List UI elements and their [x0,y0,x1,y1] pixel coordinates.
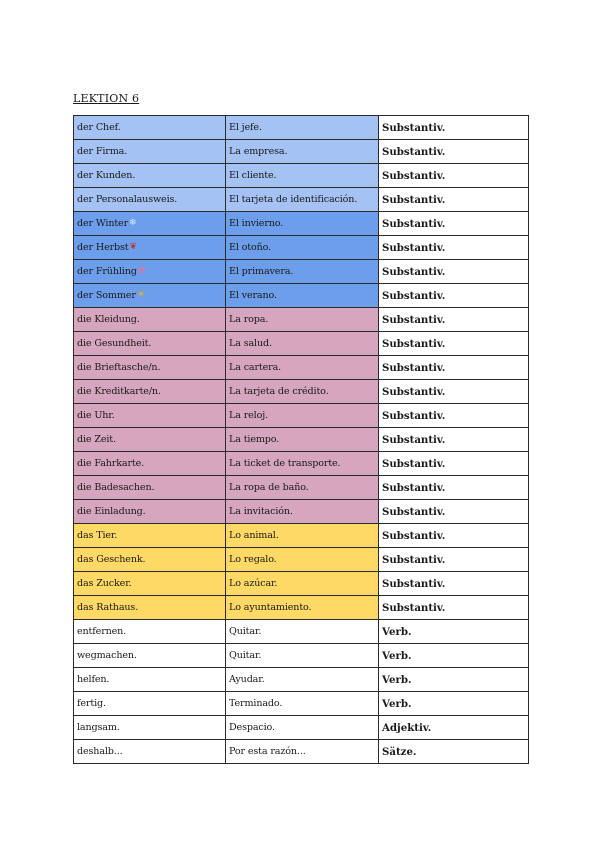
word-type: Verb. [382,673,412,686]
word-type: Substantiv. [382,601,446,614]
table-row [74,428,529,452]
german-word-cell [74,188,226,212]
table-row [74,236,529,260]
table-row [74,260,529,284]
word-type: Substantiv. [382,505,446,518]
word-type-cell [379,716,529,740]
word-type-cell [379,500,529,524]
vocabulary-table [73,115,529,764]
spanish-translation: Quitar. [229,626,262,637]
spanish-translation: La tarjeta de crédito. [229,386,329,397]
word-type-cell [379,140,529,164]
spanish-translation: Despacio. [229,722,275,733]
word-type-cell [379,236,529,260]
german-word-cell [74,452,226,476]
spanish-translation-cell [226,116,379,140]
spanish-translation: El primavera. [229,266,294,277]
german-word: der Sommer [77,290,136,301]
word-type: Substantiv. [382,121,446,134]
spanish-translation: Por esta razón... [229,746,306,757]
table-row [74,188,529,212]
table-row [74,140,529,164]
german-word-cell [74,620,226,644]
german-word-cell [74,668,226,692]
spanish-translation-cell [226,428,379,452]
spanish-translation: El otoño. [229,242,272,253]
spanish-translation: Lo azúcar. [229,578,278,589]
spanish-translation: La invitación. [229,506,293,517]
word-type: Substantiv. [382,409,446,422]
german-word-cell [74,692,226,716]
word-type-cell [379,164,529,188]
word-type: Substantiv. [382,145,446,158]
german-word-cell [74,548,226,572]
german-word: langsam. [77,722,120,733]
word-type: Substantiv. [382,385,446,398]
spanish-translation-cell [226,260,379,284]
sun-icon: ☀ [136,290,145,300]
word-type-cell [379,380,529,404]
word-type-cell [379,428,529,452]
word-type-cell [379,596,529,620]
german-word-cell [74,596,226,620]
word-type-cell [379,284,529,308]
table-row [74,596,529,620]
word-type: Verb. [382,625,412,638]
table-row [74,620,529,644]
word-type-cell [379,116,529,140]
table-row [74,668,529,692]
table-row [74,524,529,548]
german-word-cell [74,380,226,404]
word-type: Substantiv. [382,169,446,182]
word-type-cell [379,356,529,380]
spanish-translation-cell [226,452,379,476]
table-row [74,308,529,332]
word-type-cell [379,212,529,236]
word-type-cell [379,404,529,428]
spanish-translation: La cartera. [229,362,282,373]
word-type-cell [379,332,529,356]
german-word-cell [74,428,226,452]
word-type: Substantiv. [382,217,446,230]
spanish-translation-cell [226,140,379,164]
german-word-cell [74,476,226,500]
spanish-translation: La reloj. [229,410,268,421]
german-word: der Winter [77,218,129,229]
spanish-translation: El jefe. [229,122,262,133]
spanish-translation: Ayudar. [229,674,265,685]
german-word: die Gesundheit. [77,338,152,349]
german-word: der Frühling [77,266,137,277]
german-word-cell [74,500,226,524]
word-type: Substantiv. [382,265,446,278]
word-type-cell [379,476,529,500]
spanish-translation: Lo regalo. [229,554,277,565]
german-word-cell [74,140,226,164]
german-word: der Chef. [77,122,121,133]
word-type: Sätze. [382,745,417,758]
german-word-cell [74,284,226,308]
german-word-cell [74,260,226,284]
word-type-cell [379,572,529,596]
spanish-translation: Lo animal. [229,530,279,541]
word-type: Verb. [382,697,412,710]
spanish-translation-cell [226,284,379,308]
table-row [74,548,529,572]
german-word: das Tier. [77,530,118,541]
snowflake-icon: ❄ [129,218,137,228]
spanish-translation: El invierno. [229,218,284,229]
spanish-translation: La salud. [229,338,272,349]
word-type: Substantiv. [382,193,446,206]
table-row [74,212,529,236]
spanish-translation-cell [226,716,379,740]
word-type: Substantiv. [382,553,446,566]
table-row [74,452,529,476]
german-word: das Rathaus. [77,602,139,613]
german-word-cell [74,740,226,764]
spanish-translation-cell [226,332,379,356]
german-word: das Geschenk. [77,554,146,565]
spanish-translation: La tiempo. [229,434,280,445]
german-word: die Brieftasche/n. [77,362,161,373]
word-type-cell [379,260,529,284]
german-word-cell [74,644,226,668]
table-row [74,116,529,140]
table-row [74,476,529,500]
word-type-cell [379,668,529,692]
spanish-translation-cell [226,500,379,524]
spanish-translation-cell [226,188,379,212]
spanish-translation-cell [226,620,379,644]
spanish-translation-cell [226,596,379,620]
word-type: Substantiv. [382,241,446,254]
table-row [74,716,529,740]
spanish-translation-cell [226,476,379,500]
word-type: Substantiv. [382,457,446,470]
german-word: die Kreditkarte/n. [77,386,161,397]
german-word-cell [74,524,226,548]
flower-icon: ✿ [137,266,146,276]
word-type-cell [379,692,529,716]
spanish-translation-cell [226,212,379,236]
german-word: die Fahrkarte. [77,458,145,469]
table-row [74,740,529,764]
german-word: helfen. [77,674,110,685]
spanish-translation-cell [226,668,379,692]
spanish-translation-cell [226,236,379,260]
spanish-translation: La empresa. [229,146,288,157]
word-type-cell [379,740,529,764]
spanish-translation: Quitar. [229,650,262,661]
german-word: das Zucker. [77,578,132,589]
german-word: der Herbst [77,242,129,253]
german-word-cell [74,404,226,428]
spanish-translation: Terminado. [229,698,283,709]
german-word: die Einladung. [77,506,146,517]
german-word: der Firma. [77,146,128,157]
table-row [74,356,529,380]
word-type: Adjektiv. [382,721,432,734]
german-word: die Zeit. [77,434,116,445]
spanish-translation: El verano. [229,290,277,301]
table-row [74,644,529,668]
spanish-translation-cell [226,164,379,188]
table-row [74,284,529,308]
word-type: Substantiv. [382,313,446,326]
german-word: die Uhr. [77,410,115,421]
german-word: deshalb... [77,746,123,757]
spanish-translation: El cliente. [229,170,277,181]
word-type: Substantiv. [382,361,446,374]
spanish-translation-cell [226,308,379,332]
word-type: Substantiv. [382,433,446,446]
german-word-cell [74,212,226,236]
spanish-translation: La ropa. [229,314,269,325]
table-row [74,164,529,188]
table-row [74,380,529,404]
word-type: Substantiv. [382,289,446,302]
german-word-cell [74,356,226,380]
word-type: Substantiv. [382,481,446,494]
lesson-title: LEKTION 6 [73,92,140,105]
german-word-cell [74,236,226,260]
word-type-cell [379,188,529,212]
german-word-cell [74,716,226,740]
word-type: Substantiv. [382,337,446,350]
german-word-cell [74,116,226,140]
table-row [74,692,529,716]
german-word: die Badesachen. [77,482,155,493]
german-word: wegmachen. [77,650,137,661]
leaf-icon: ❦ [129,242,137,252]
spanish-translation-cell [226,572,379,596]
word-type-cell [379,644,529,668]
vocabulary-table-body [74,116,529,764]
word-type-cell [379,620,529,644]
german-word: entfernen. [77,626,127,637]
spanish-translation-cell [226,404,379,428]
spanish-translation: El tarjeta de identificación. [229,194,358,205]
spanish-translation: La ticket de transporte. [229,458,341,469]
word-type-cell [379,548,529,572]
table-row [74,572,529,596]
spanish-translation-cell [226,524,379,548]
german-word-cell [74,308,226,332]
spanish-translation-cell [226,380,379,404]
word-type-cell [379,452,529,476]
spanish-translation-cell [226,548,379,572]
word-type: Substantiv. [382,577,446,590]
table-row [74,500,529,524]
german-word: der Kunden. [77,170,136,181]
word-type-cell [379,308,529,332]
spanish-translation: Lo ayuntamiento. [229,602,312,613]
table-row [74,332,529,356]
word-type: Substantiv. [382,529,446,542]
german-word-cell [74,164,226,188]
german-word-cell [74,572,226,596]
spanish-translation-cell [226,692,379,716]
german-word: fertig. [77,698,106,709]
german-word: die Kleidung. [77,314,140,325]
spanish-translation: La ropa de baño. [229,482,309,493]
spanish-translation-cell [226,644,379,668]
word-type-cell [379,524,529,548]
word-type: Verb. [382,649,412,662]
german-word: der Personalausweis. [77,194,178,205]
german-word-cell [74,332,226,356]
spanish-translation-cell [226,356,379,380]
spanish-translation-cell [226,740,379,764]
table-row [74,404,529,428]
